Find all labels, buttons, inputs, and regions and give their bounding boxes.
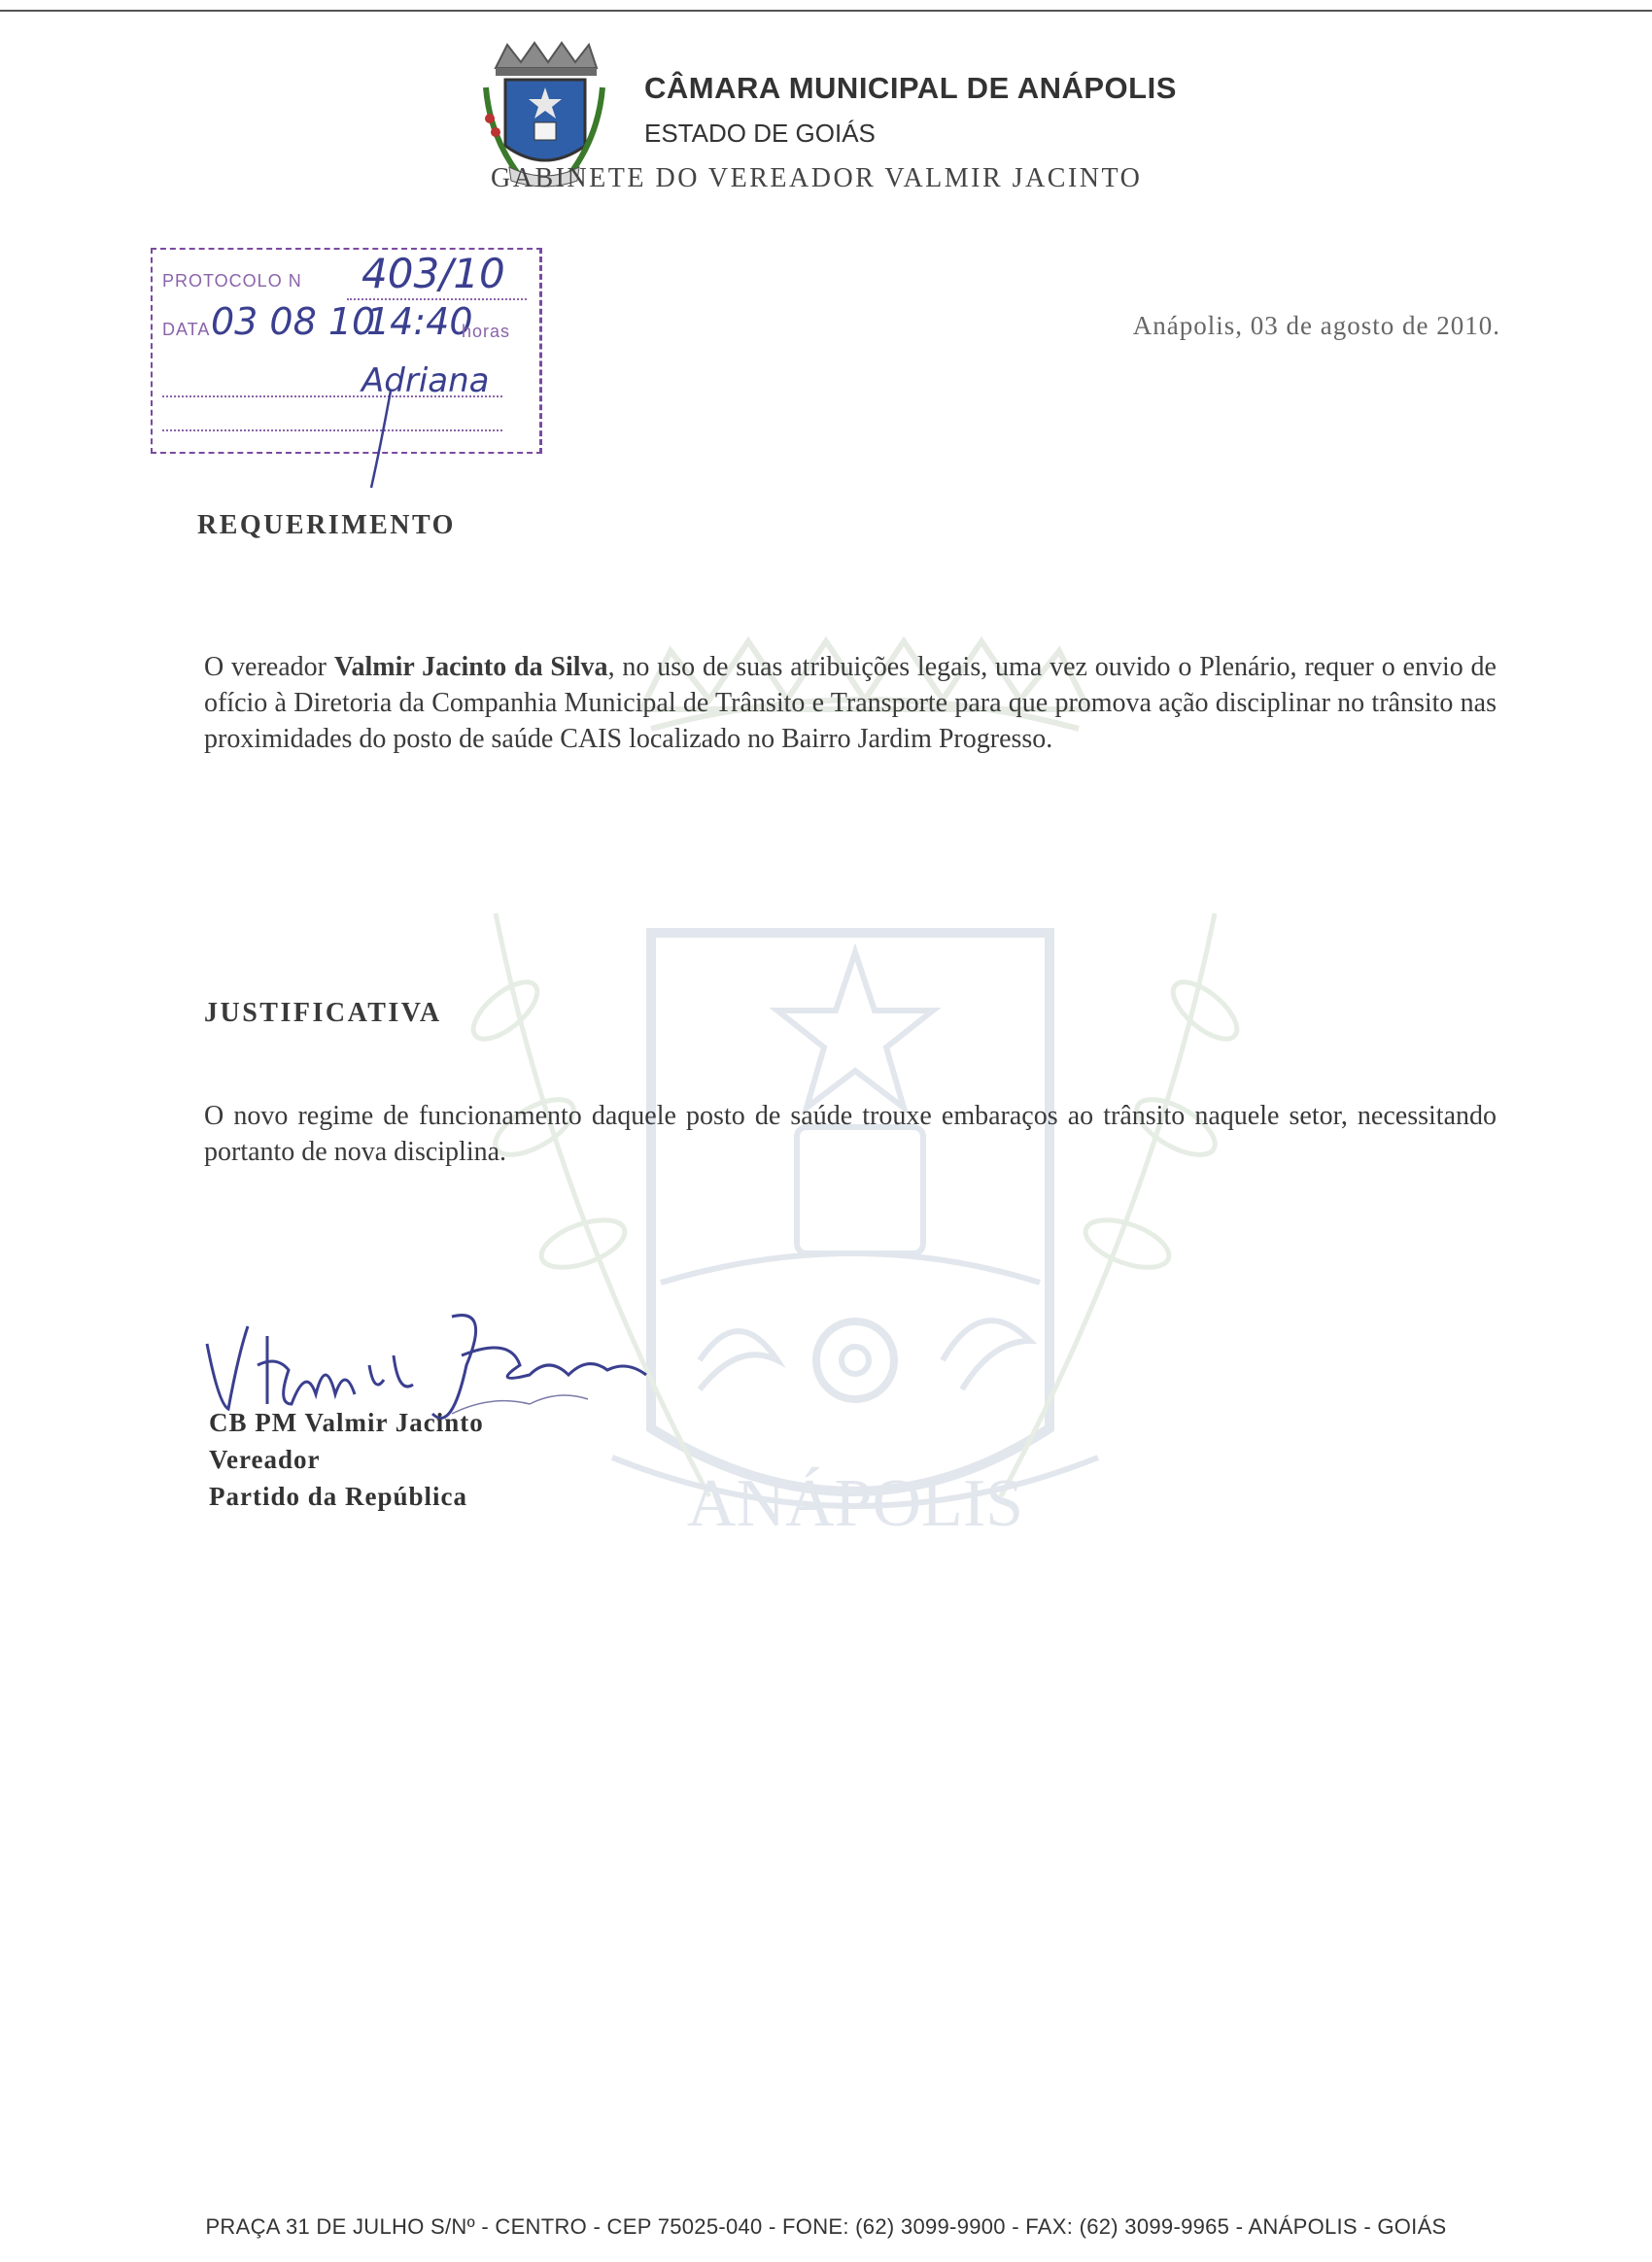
institution-state: ESTADO DE GOIÁS (644, 119, 876, 148)
footer-address: PRAÇA 31 DE JULHO S/Nº - CENTRO - CEP 75025-040 - FONE: (62) 3099-9900 - FAX: (62) 3099-9965 - ANÁPOLIS - GOIÁS (205, 2214, 1447, 2239)
document-date: Anápolis, 03 de agosto de 2010. (1132, 311, 1500, 340)
stamp-date: 03 08 10 (211, 300, 376, 343)
signer-role: Vereador (209, 1445, 321, 1474)
justification-paragraph: O novo regime de funcionamento daquele posto de saúde trouxe embaraços ao trânsito naquele setor, necessitando portanto de nova disciplina. (204, 1101, 1497, 1167)
justification-heading: JUSTIFICATIVA (204, 998, 442, 1028)
request-heading: REQUERIMENTO (197, 510, 456, 540)
signer-name: CB PM Valmir Jacinto (209, 1408, 484, 1437)
request-text-suffix: , no uso de suas atribuições legais, uma vez ouvido o Plenário, requer o envio de ofício à Diretoria da Companhia Municipal de Trânsito e Transporte para que promova ação disciplinar no trânsito nas proximidades do posto de saúde CAIS localizado no Bairro Jardim Progresso. (204, 652, 1497, 754)
date-label: DATA (162, 320, 211, 339)
watermark-text: ANÁPOLIS (686, 1466, 1024, 1541)
protocol-label: PROTOCOLO N (162, 271, 302, 291)
request-paragraph (204, 649, 1497, 757)
top-rule (0, 10, 1652, 12)
institution-name: CÂMARA MUNICIPAL DE ANÁPOLIS (644, 71, 1177, 105)
office-title: GABINETE DO VEREADOR VALMIR JACINTO (491, 163, 1143, 193)
stamp-receiver: Adriana (361, 361, 490, 400)
protocol-number: 403/10 (361, 250, 505, 297)
request-text-prefix: O vereador (204, 652, 334, 682)
signer-party: Partido da República (209, 1482, 468, 1511)
stamp-time: 14:40 (366, 300, 473, 343)
signature-block (209, 1404, 484, 1515)
protocol-stamp (151, 248, 542, 454)
stamp-initial-stroke (352, 386, 410, 493)
councilor-name: Valmir Jacinto da Silva (333, 652, 608, 682)
hours-label: horas (462, 322, 511, 341)
stamp-dotted-line (162, 429, 502, 431)
